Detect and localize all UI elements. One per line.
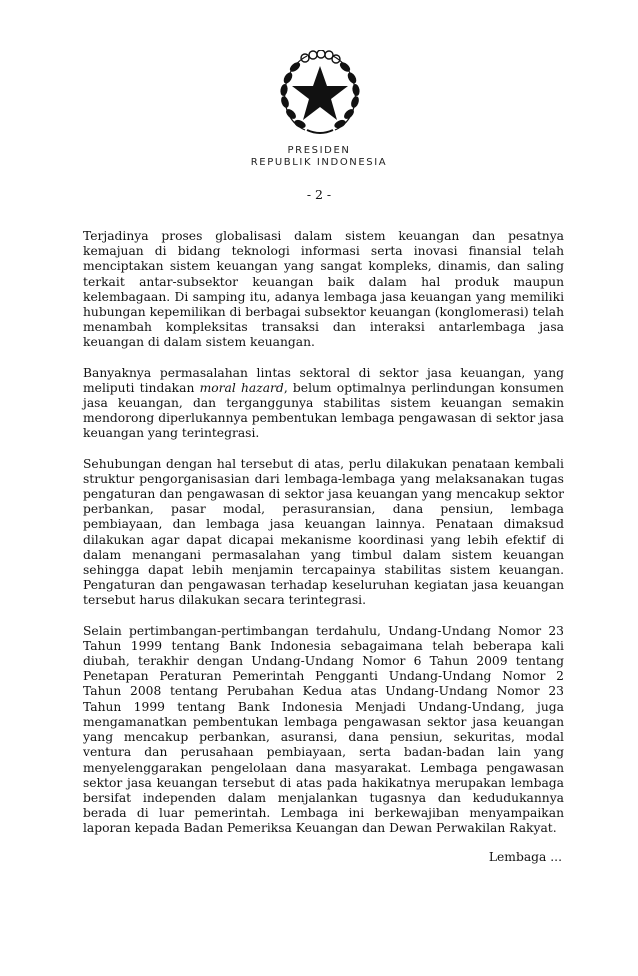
letterhead-line-2: REPUBLIK INDONESIA [250,157,388,168]
paragraph-2-italic-term: moral hazard [199,380,284,395]
paragraph-2-after: , belum optimalnya perlindungan konsumen jasa keuangan, dan terganggunya stabilitas sistem keuangan semakin mendorong diperlukannya pembentukan lembaga pengawasan di sektor jasa keuangan yang terintegrasi. [83,380,564,441]
paragraph-1: Terjadinya proses globalisasi dalam sistem keuangan dan pesatnya kemajuan di bidang teknologi informasi serta inovasi finansial telah menciptakan sistem keuangan yang sangat kompleks, dinamis, dan saling terkait antar-subsektor keuangan baik dalam hal produk maupun kelembagaan. Di samping itu, adanya lembaga jasa keuangan yang memiliki hubungan kepemilikan di berbagai subsektor keuangan (konglomerasi) telah menambah kompleksitas transaksi dan interaksi antarlembaga jasa keuangan di dalam sistem keuangan. [83,229,565,350]
paragraph-4: Selain pertimbangan-pertimbangan terdahulu, Undang-Undang Nomor 23 Tahun 1999 tentang Bank Indonesia sebagaimana telah beberapa kali diubah, terakhir dengan Undang-Undang Nomor 6 Tahun 2009 tentang Penetapan Peraturan Pemerintah Pengganti Undang-Undang Nomor 2 Tahun 2008 tentang Perubahan Kedua atas Undang-Undang Nomor 23 Tahun 1999 tentang Bank Indonesia Menjadi Undang-Undang, juga mengamanatkan pembentukan lembaga pengawasan sektor jasa keuangan yang mencakup perbankan, asuransi, dana pensiun, sekuritas, modal ventura dan perusahaan pembiayaan, serta badan-badan lain yang menyelenggarakan pengelolaan dana masyarakat. Lembaga pengawasan sektor jasa keuangan tersebut di atas pada hakikatnya merupakan lembaga bersifat independen dalam menjalankan tugasnya dan kedudukannya berada di luar pemerintah. Lembaga ini berkewajiban menyampaikan laporan kepada Badan Pemeriksa Keuangan dan Dewan Perwakilan Rakyat. [83,623,564,836]
catchword: Lembaga ... [488,850,562,864]
letterhead-line-1: PRESIDEN [287,145,351,156]
paragraph-2 [83,366,564,442]
letterhead [200,145,438,169]
page-number: - 2 - [306,187,332,202]
paragraph-3: Sehubungan dengan hal tersebut di atas, perlu dilakukan penataan kembali struktur pengorganisasian dari lembaga-lembaga yang melaksanakan tugas pengaturan dan pengawasan di sektor jasa keuangan yang mencakup sektor perbankan, pasar modal, perasuransian, dana pensiun, lembaga pembiayaan, dan lembaga jasa keuangan lainnya. Penataan dimaksud dilakukan agar dapat dicapai mekanisme koordinasi yang lebih efektif di dalam menangani permasalahan yang timbul dalam sistem keuangan sehingga dapat lebih menjamin tercapainya stabilitas sistem keuangan. Pengaturan dan pengawasan terhadap keseluruhan kegiatan jasa keuangan tersebut harus dilakukan secara terintegrasi. [83,456,564,608]
garuda-star-emblem-icon [275,50,365,138]
document-body [83,229,564,852]
paragraph-2-before: Banyaknya permasalahan lintas sektoral di sektor jasa keuangan, yang meliputi tindakan [83,365,564,395]
